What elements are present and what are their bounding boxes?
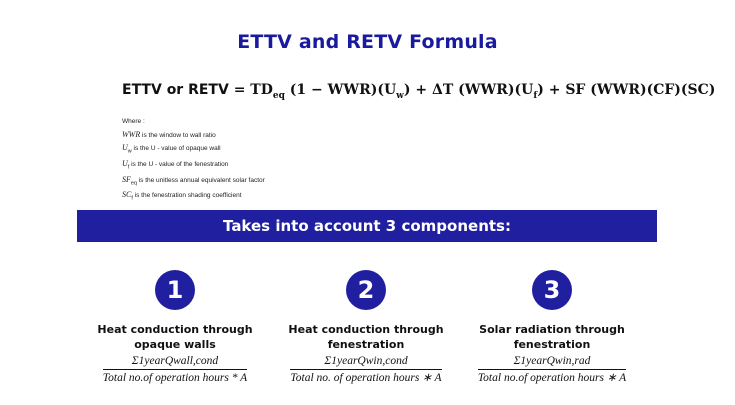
definition-text: is the U - value of opaque wall — [131, 145, 221, 152]
ettv-formula — [122, 82, 715, 101]
number-badge: 1 — [155, 270, 195, 310]
component-fraction — [478, 354, 626, 385]
formula-lhs: ETTV or RETV — [122, 82, 229, 98]
definition-text: is the fenestration shading coefficient — [132, 192, 242, 200]
formula-sub: w — [396, 90, 404, 101]
fraction-numerator: Σ1yearQwin,cond — [324, 355, 408, 367]
component-label: Heat conduction through fenestration — [288, 323, 444, 351]
formula-part: (1 − WWR)(U — [284, 82, 397, 98]
definition-item — [122, 142, 265, 158]
page-title: ETTV and RETV Formula — [237, 31, 498, 53]
definition-text: is the unitless annual equivalent solar factor — [136, 176, 265, 184]
definition-item — [122, 129, 265, 143]
definition-sub: f — [131, 195, 133, 202]
component-label: Heat conduction through opaque walls — [97, 323, 253, 351]
definition-sub: f — [127, 164, 130, 171]
component-fraction — [103, 354, 247, 385]
formula-sub: eq — [272, 90, 285, 101]
definition-sub: eq — [130, 179, 137, 186]
formula-part: ) + SF (WWR)(CF)(SC) — [537, 82, 716, 98]
definition-symbol: U — [122, 143, 128, 152]
component-fraction — [290, 354, 441, 385]
fraction-numerator: Σ1yearQwall,cond — [131, 355, 219, 367]
fraction-bar — [290, 369, 441, 370]
formula-part: ) + ΔT (WWR)(U — [403, 82, 534, 98]
component-card-2 — [266, 270, 466, 386]
component-label: Solar radiation through fenestration — [479, 323, 625, 351]
fraction-bar — [103, 369, 247, 370]
definition-symbol: SC — [122, 190, 132, 200]
definition-symbol: U — [122, 158, 128, 168]
formula-part: = TD — [233, 82, 273, 98]
definition-symbol: WWR — [122, 129, 141, 139]
number-badge: 2 — [346, 270, 386, 310]
component-card-1 — [75, 270, 275, 386]
definition-symbol: SF — [122, 174, 131, 184]
fraction-bar — [478, 369, 626, 370]
fraction-denominator: Total no.of operation hours * A — [102, 372, 248, 384]
definition-item — [122, 189, 265, 205]
fraction-denominator: Total no.of operation hours ∗ A — [477, 372, 627, 384]
definition-text: is the U - value of the fenestration — [129, 160, 229, 168]
components-banner: Takes into account 3 components: — [77, 210, 657, 242]
where-heading: Where : — [122, 118, 145, 125]
component-card-3 — [452, 270, 652, 386]
number-badge: 3 — [532, 270, 572, 310]
fraction-denominator: Total no. of operation hours ∗ A — [290, 372, 442, 384]
definition-item — [122, 158, 265, 174]
formula-sub: f — [533, 90, 538, 101]
definition-sub: w — [127, 148, 132, 155]
definition-text: is the window to wall ratio — [140, 131, 216, 139]
definition-item — [122, 174, 265, 190]
fraction-numerator: Σ1yearQwin,rad — [513, 355, 591, 367]
variable-definitions — [122, 116, 265, 205]
